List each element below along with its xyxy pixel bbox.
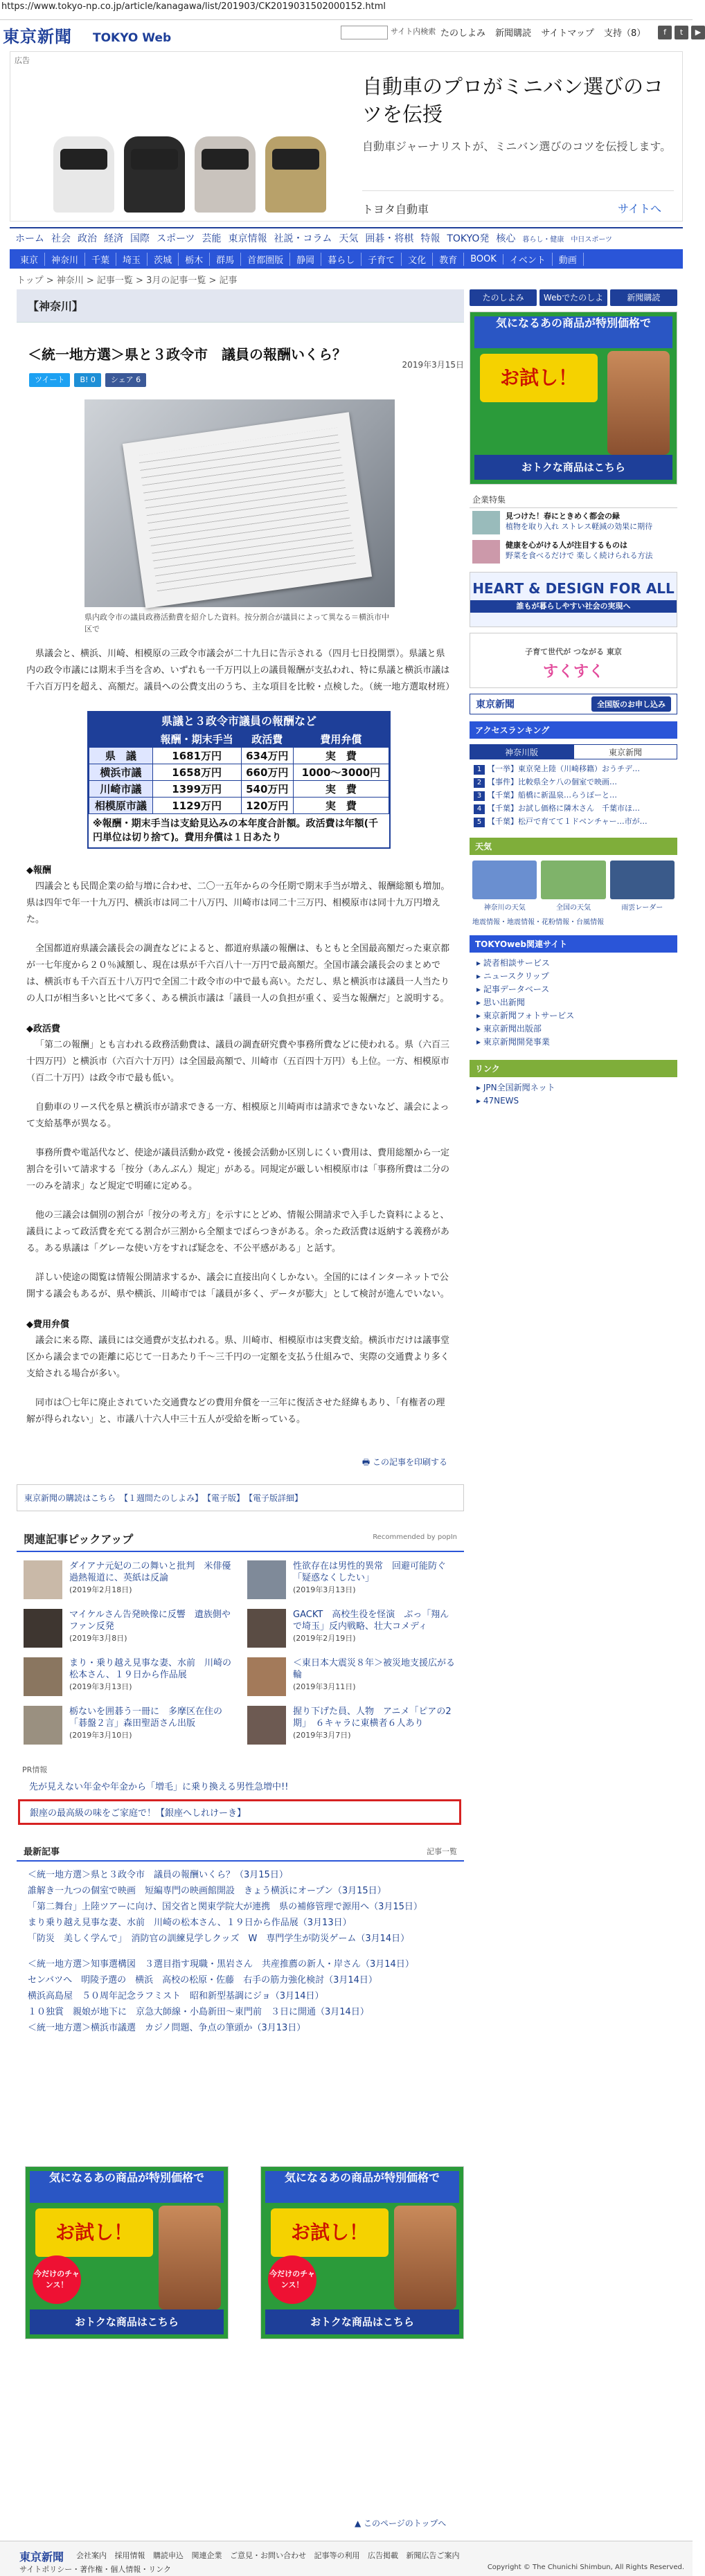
site-footer [0,2541,693,2576]
pickup-text: ダイアナ元妃の二の舞いと批判 米俳優過熱報道に、英紙は反論 [69,1561,231,1583]
side-ad[interactable] [470,312,677,485]
paragraph: 詳しい使途の閲覧は情報公開請求するか、議会に直接出向くしかない。全国的にはインターネットで公開する議会もあるが、県や横浜、川崎市では「議員が多く、データが膨大」として検討が進んでいない。 [26,1272,449,1299]
social-icons [658,26,705,39]
pickup-text: まり・乗り越え見事な妻、水前 川崎の松本さん、１９日から作品展 [69,1658,232,1680]
weather-label: 神奈川の天気 [483,904,526,912]
rank-number: 5 [474,818,485,827]
nav2-item[interactable]: 動画 [553,253,584,266]
pickup-text: 栃ないを囲碁う一冊に 多摩区在住の「碁盤２言」森田聖語さん出版 [69,1706,223,1729]
nav2-item[interactable]: 千葉 [85,253,116,266]
pickup-item[interactable] [247,1657,457,1699]
rank-number: 2 [474,778,485,788]
corp-item[interactable] [470,537,677,566]
table-note: ※報酬・期末手当は支給見込みの本年度合計額。政活費は年額(千円単位は切り捨て)。費用弁償は１日あたり [93,818,379,843]
ad-food-image [394,2206,456,2309]
weather-label: 雨雲レーダー [621,904,663,912]
pickup-item[interactable] [247,1706,457,1747]
nav-item[interactable]: 経済 [104,233,123,244]
latest-item[interactable]: 「第二舞台」上陸ツアーに向け、国交省と関東学院大が連携 県の補修管理で源用へ（3月15日） [28,1902,422,1912]
latest-header [17,1841,464,1862]
latest-item[interactable]: 「防災 美しく学んで」 消防官の訓練見学しクッズ W 専門学生が防災ゲーム（3月14日） [28,1934,410,1944]
corp-sub: 野菜を食べるだけで 楽しく続けられる方法 [506,551,653,560]
table-row [89,764,389,781]
pickup-item[interactable] [24,1609,233,1650]
latest-spacer [28,1947,453,1956]
pickup-title: 関連記事ピックアップ [24,1533,134,1546]
twitter-icon[interactable]: t [675,26,688,39]
ad-foot: おトクな商品はこちら [30,2309,224,2334]
nav-item[interactable]: 芸能 [202,233,222,244]
nav-item[interactable]: 核心 [496,233,516,244]
table-cell: 1681万円 [152,748,241,764]
secondary-nav [10,249,683,269]
share-buttons [17,373,464,387]
map-icon [541,861,605,899]
latest-item[interactable]: まり乗り越え見事な妻、水前 川崎の松本さん、１９日から作品展（3月13日） [28,1918,352,1928]
weather-link[interactable] [472,861,537,912]
external-link-label: JPN全国新聞ネット [483,1083,555,1092]
table-cell: 実 費 [293,781,389,798]
service-label: 東京新聞出版部 [483,1024,542,1034]
subheading-activity: ◆政活費 [26,1024,60,1034]
links-list [470,1077,677,1112]
nav2-item[interactable]: 埼玉 [116,253,148,266]
weather-label: 全国の天気 [555,904,591,912]
paragraph: 他の三議会は個別の割合が「按分の考え方」を示すにとどめ、情報公開請求で入手した資料によると、議員によって政活費を充てる割合が三割から全額までばらつきがある。余った政活費は返納する義務がある。ある県議は「グレーな使い方をすれば疑念を、不公平感がある」と話す。 [26,1210,449,1254]
ad-food-image [607,351,670,455]
bottom-ad[interactable] [25,2166,229,2339]
ad-headline: 自動車のプロがミニバン選びのコツを伝授 [362,75,664,126]
rank-number: 4 [474,804,485,814]
tweet-button[interactable]: ツイート [29,373,70,387]
bottom-ads [17,2166,464,2339]
services-list [470,953,677,1053]
pickup-thumbnail [247,1560,286,1599]
table-cell: 1000～3000円 [293,764,389,781]
table-cell: 634万円 [241,748,293,764]
breadcrumb[interactable]: トップ > 神奈川 > 記事一覧 > 3月の記事一覧 > 記事 [17,276,238,286]
ad-title: 気になるあの商品が特別価格で [474,316,672,348]
side-tab[interactable]: Webでたのしよ [539,289,607,306]
service-label: 思い出新聞 [483,998,525,1007]
corp-title: 健康を心がける人が注目するものは [506,541,627,550]
table-cell: 1658万円 [152,764,241,781]
nav-item[interactable]: 東京情報 [228,233,267,244]
ad-badge: 今だけのチャンス！ [33,2255,81,2304]
nav-item[interactable]: 天気 [339,233,359,244]
service-label: 読者相談サービス [483,958,550,968]
back-to-top-link[interactable]: ▲ このページのトップへ [355,2519,447,2528]
rank-number: 1 [474,765,485,775]
rank-number: 3 [474,791,485,801]
pickup-date: (2019年3月7日) [293,1731,351,1740]
table-header: 報酬・期末手当 [152,731,241,748]
external-link-label: 47NEWS [483,1096,519,1106]
nav2-item[interactable]: 首都圏版 [241,253,290,266]
ranking-item[interactable] [474,815,673,828]
table-header: 政活費 [241,731,293,748]
footer-link[interactable]: 広告掲載 [368,2551,398,2560]
external-link[interactable]: ▸ 47NEWS [476,1096,519,1106]
nav-item[interactable]: TOKYO発 [447,233,490,244]
table-cell: 540万円 [241,781,293,798]
footer-logo[interactable]: 東京新聞 [19,2550,64,2564]
side-tab[interactable]: たのしよみ [470,289,537,306]
subheading-expense: ◆費用弁償 [26,1319,69,1330]
ranking-heading: アクセスランキング [470,721,677,739]
banner1-title: HEART & DESIGN FOR ALL [472,580,675,597]
corp-title: 見つけた！春にときめく都会の緑 [506,512,620,521]
ad-foot: おトクな商品はこちら [474,455,672,480]
latest-list [17,1862,464,2042]
pickup-grid [17,1552,464,1756]
ranking-item[interactable] [474,802,673,815]
nav2-item[interactable]: 静岡 [290,253,321,266]
car-white [53,136,114,213]
facebook-share-button[interactable]: シェア 6 [105,373,146,387]
pr-link-highlighted[interactable]: 銀座の最高級の味をご家庭で！【銀座へしれけーき】 [18,1799,461,1825]
ranking-item[interactable] [474,762,673,775]
popin-credit[interactable]: Recommended by popIn [373,1533,457,1541]
table-cell: 1399万円 [152,781,241,798]
article-date: 2019年3月15日 [402,360,464,370]
car-gold [265,136,326,213]
article-intro: 県議会と、横浜、川崎、相模原の三政令市議会が二十九日に告示される（四月七日投開票）。県議と県内の政令市議には期末手当を含め、いずれも一千万円以上の議員報酬が支払われ、特に県議と横浜市議は千六百万円を超え、高額だ。議員への公費支出のうち、主な項目を比較・点検した。（統一地方選取材班） [26,649,455,692]
paragraph: 四議会とも民間企業の給与増に合わせ、二〇一五年からの今任期で期末手当が増え、報酬総額も増加。県は四年で年一十九万円、横浜市は同二十八万円、川崎市は同二十三万円、相模原市は同十九万円増えた。 [26,881,450,925]
service-link[interactable]: ▸ 思い出新聞 [476,998,525,1007]
sukusuku-banner[interactable] [470,633,677,688]
latest-title: 最新記事 [24,1847,60,1857]
footer-link[interactable]: 購読申込 [153,2551,184,2560]
ad-big-text: お試し！ [35,2208,153,2257]
rank-text: 【千葉】船橋に新温泉…らうぽーと… [488,791,617,800]
footer-link[interactable]: 関連企業 [191,2551,222,2560]
facebook-icon[interactable]: f [658,26,672,39]
footer-nav-secondary[interactable]: サイトポリシー・著作権・個人情報・リンク [19,2565,172,2574]
service-link[interactable]: ▸ 記事データベース [476,984,550,994]
nav2-item[interactable]: 子育て [362,253,402,266]
rank-text: 【千葉】松戸で育てて１ドベンチャー…市が… [488,817,648,826]
ad-brand: トヨタ自動車 [362,190,674,217]
nav-item[interactable]: 政治 [78,233,97,244]
service-label: ニュースクリップ [483,971,549,981]
pickup-thumbnail [247,1657,286,1696]
footer-link[interactable]: ご意見・お問い合わせ [230,2551,306,2560]
ranking-list [470,759,677,831]
footer-link[interactable]: 会社案内 [76,2551,107,2560]
table-cell: 実 費 [293,798,389,814]
pickup-thumbnail [24,1560,62,1599]
external-link[interactable]: ▸ JPN全国新聞ネット [476,1083,555,1092]
car-silver [195,136,256,213]
ad-big-text: お試し！ [271,2208,389,2257]
hatena-button[interactable]: B! 0 [74,373,100,387]
ad-title: 気になるあの商品が特別価格で [265,2171,459,2203]
weather-sub-links[interactable]: 地震情報・地震情報・花粉情報・台風情報 [472,919,604,926]
table-cell: 横浜市議 [89,764,153,781]
salary-table [89,730,389,814]
heart-design-banner[interactable] [470,572,677,627]
util-link-sitemap[interactable]: サイトマップ [541,28,594,39]
salary-table-box [87,711,391,849]
nav-item[interactable]: 国際 [130,233,150,244]
nav2-item[interactable]: 教育 [433,253,464,266]
logo-text: 東京新聞 [3,26,72,46]
ad-badge: 今だけのチャンス！ [268,2255,316,2304]
nav2-item[interactable]: 茨城 [148,253,179,266]
ranking-tab-kanagawa[interactable]: 神奈川版 [470,744,573,759]
table-row [89,748,389,764]
pickup-thumbnail [247,1609,286,1648]
pr-label: PR情報 [22,1765,48,1774]
banner3-button[interactable]: 全国版のお申し込み [591,696,671,712]
nav2-item[interactable]: 東京 [14,253,45,266]
ad-cars-image [53,81,330,213]
pickup-item[interactable] [24,1560,233,1602]
radar-icon [610,861,675,899]
ad-cta-link[interactable]: サイトへ [618,202,661,215]
nav-item[interactable]: 暮らし・健康 [522,235,564,244]
table-title: 県議と３政令市議員の報酬など [89,712,389,730]
nav-item[interactable]: 特報 [420,233,440,244]
table-header: 費用弁償 [293,731,389,748]
side-tabs [470,289,677,306]
nav2-item[interactable]: 文化 [402,253,433,266]
corp-thumbnail [472,511,500,534]
table-row [89,781,389,798]
weather-widgets [470,855,677,917]
corp-thumbnail [472,540,500,564]
print-link-label: この記事を印刷する [372,1457,447,1467]
print-link[interactable]: 🖶 この記事を印刷する [362,1457,447,1467]
nav2-item[interactable]: 群馬 [210,253,241,266]
pickup-date: (2019年2月18日) [69,1585,132,1594]
pickup-date: (2019年3月11日) [293,1682,356,1691]
table-header-row [89,731,389,748]
service-label: 東京新聞フォトサービス [483,1011,575,1020]
pickup-date: (2019年3月13日) [293,1585,356,1594]
util-link-tanoshiyomi[interactable]: たのしよみ [440,28,486,39]
service-label: 記事データベース [483,984,550,994]
ad-foot: おトクな商品はこちら [265,2309,459,2334]
paragraph: 事務所費や電話代など、使途が議員活動か政党・後援会活動か区別しにくい費用は、費用総額から一定割合を引いて請求する「按分（あんぶん）規定」がある。同規定が厳しい相模原市は「事務所費は二分の一のみを請求」など規定で明確に定める。 [26,1148,450,1191]
nav2-item[interactable]: BOOK [464,254,503,264]
pickup-text: 握り下げた員、人物 アニメ「ピアの2期」 ６キャラに東横者６人あり [293,1706,452,1729]
nav-item[interactable]: 社会 [51,233,71,244]
pickup-item[interactable] [24,1657,233,1699]
bottom-ad[interactable] [260,2166,464,2339]
service-link[interactable]: ▸ ニュースクリップ [476,971,549,981]
banner2-small: 子育て世代が つながる 東京 [525,647,622,656]
nav-item[interactable]: 中日スポーツ [571,235,612,244]
logo-sub: TOKYO Web [93,31,172,45]
pr-link[interactable]: 先が見えない年金や年金から「増毛」に乗り換える男性急増中!! [29,1782,289,1792]
weather-link[interactable] [541,861,605,912]
ad-food-image [159,2206,221,2309]
table-cell: 相模原市議 [89,798,153,814]
ad-title: 気になるあの商品が特別価格で [30,2171,224,2203]
util-link-support[interactable]: 支持（8） [604,28,646,39]
latest-item[interactable]: ＜統一地方選＞県と３政令市 議員の報酬いくら？（3月15日） [28,1870,288,1880]
latest-item[interactable]: 誰解き一九つの個室で映画 短編専門の映画館開設 きょう横浜にオープン（3月15日） [28,1886,386,1896]
service-link[interactable]: ▸ 読者相談サービス [476,958,550,968]
banner2-title: すくすく [542,663,604,681]
ranking-tabs [470,744,677,759]
pickup-date: (2019年2月19日) [293,1634,356,1643]
rank-text: 【千葉】お試し価格に隣木さん 千葉市ほ… [488,804,640,813]
site-search-input[interactable] [341,26,388,39]
ranking-tab-tokyo[interactable]: 東京新聞 [573,744,677,759]
table-header [89,731,153,748]
subscription-links[interactable]: 東京新聞の購読はこちら 【１週間たのしよみ】 【電子版】 【電子版詳細】 [17,1484,464,1511]
table-cell: 1129万円 [152,798,241,814]
table-cell: 県 議 [89,748,153,764]
url-bar: https://www.tokyo-np.co.jp/article/kanagawa/list/201903/CK2019031502000152.html [1,1,386,12]
footer-link[interactable]: 記事等の利用 [314,2551,360,2560]
table-cell: 120万円 [241,798,293,814]
sidebar [470,289,677,1112]
service-link[interactable]: ▸ 東京新聞出版部 [476,1024,542,1034]
copyright: Copyright © The Chunichi Shimbun, All Rights Reserved. [487,2564,684,2571]
ad-subtext: 自動車ジャーナリストが、ミニバン選びのコツを伝授します。 [362,140,672,153]
nav-item[interactable]: 囲碁・将棋 [365,233,414,244]
pickup-text: マイケルさん告発映像に反響 遺族側や ファン反発 [69,1610,231,1632]
ranking-item[interactable] [474,775,673,789]
utility-links [440,26,652,39]
pickup-item[interactable] [24,1706,233,1747]
pickup-text: ＜東日本大震災８年＞被災地支援広がる輪 [293,1658,456,1680]
nav-item[interactable]: ホーム [15,233,44,244]
paragraph: 全国都道府県議会議長会の調査などによると、都道府県議の報酬は、もともと全国最高額だった東京都が一七年度から２０％減額し、現在は県が千六百八十一万円で最高額だ。全国市議会議長会のまとめでは、横浜市も千六百五十八万円で全国二十政令市の中で最も高い。ただし、県と横浜市は議員一人当たりの人口が相当多いと比べて多く、ある横浜市議は「議員一人の負担が重く、妥当な報酬だ」と説明する。 [26,944,450,1004]
service-label: 東京新聞開発事業 [483,1037,550,1047]
latest-item[interactable]: ＜統一地方選＞横浜市議選 カジノ問題、争点の筆頭か（3月13日） [28,2023,306,2033]
paragraph: 議会に来る際、議員には交通費が支払われる。県、川崎市、相模原市は実費支給。横浜市だけは議事堂区から議会までの距離に応じて一日あたり千～三千円の一定額を支払う仕組みで、実際の交通費より多く支給される場合が多い。 [26,1335,450,1379]
pickup-date: (2019年3月13日) [69,1682,132,1691]
car-black [124,136,185,213]
site-header [0,19,702,48]
pickup-thumbnail [24,1609,62,1648]
top-banner-ad[interactable] [10,51,683,222]
latest-item[interactable]: センバツへ 明陵予選の 横浜 高校の松原・佐藤 右手の筋力強化検討（3月14日） [28,1975,377,1985]
photo-document [123,412,372,609]
rank-text: 【一挙】東京発上陸（川崎移籍）おうチデ… [488,764,640,773]
pickup-thumbnail [24,1657,62,1696]
paragraph: 同市は〇七年に廃止されていた交通費などの費用弁償を一三年に復活させた経緯もあり、「有権者の理解が得られない」と、市議八十六人中三十五人が受給を断っている。 [26,1398,445,1425]
footer-link[interactable]: 採用情報 [114,2551,145,2560]
latest-item[interactable]: １０独賞 親娘が地下に 京急大師線・小島新田～東門前 ３日に開通（3月14日） [28,2007,369,2017]
pickup-text: 性欲存在は男性的異常 回避可能防ぐ「疑惑なくしたい」 [293,1561,447,1583]
section-title: 【神奈川】 [17,289,464,323]
pickup-thumbnail [247,1706,286,1745]
side-tab[interactable]: 新聞購読 [610,289,677,306]
weather-link[interactable] [610,861,675,912]
corp-item[interactable] [470,508,677,537]
article-title: ＜統一地方選＞県と３政令市 議員の報酬いくら？ [28,346,346,363]
nav-item[interactable]: 社説・コラム [274,233,332,244]
footer-nav [76,2550,465,2561]
nav2-item[interactable]: 暮らし [321,253,362,266]
paragraph: 「第二の報酬」とも言われる政務活動費は、議員の調査研究費や事務所費などに使われる。県（六百三十四万円）と横浜市（六百六十万円）は全国最高額で、川崎市（五百四十万円）も上位。一方、相模原市（百二十万円）は政令市で最も低い。 [26,1040,450,1083]
primary-nav [10,227,683,248]
nav2-item[interactable]: 栃木 [179,253,210,266]
subheading-reward: ◆報酬 [26,865,51,876]
youtube-icon[interactable]: ▶ [691,26,705,39]
footer-link[interactable]: 新聞広告ご案内 [406,2551,460,2560]
pickup-text: GACKT 高校生役を怪演 ぶっ「翔んで埼玉」反内戦略、壮大コメディ [293,1610,449,1632]
pickup-item[interactable] [247,1609,457,1650]
weather-heading: 天気 [470,838,677,855]
back-to-top-label: このページのトップへ [364,2519,447,2528]
banner1-sub: 誰もが暮らしやすい社会の実現へ [470,600,677,613]
latest-item[interactable]: ＜統一地方選＞知事選構図 ３選目指す現職・黒岩さん 共産推薦の新人・岸さん（3月14日） [28,1959,414,1970]
corp-sub: 植物を取り入れ ストレス軽減の効果に期待 [506,522,653,531]
article-photo [84,399,395,607]
photo-caption: 県内政令市の議員政務活動費を紹介した資料。按分割合が議員によって異なる＝横浜市中区で [84,613,389,633]
site-search-button[interactable]: サイト内検索 [391,27,436,36]
rank-text: 【事件】比較県全ケ八の個室で映画… [488,777,617,786]
services-heading: TOKYOweb関連サイト [470,935,677,953]
service-link[interactable]: ▸ 東京新聞開発事業 [476,1037,550,1047]
links-heading: リンク [470,1060,677,1077]
table-cell: 660万円 [241,764,293,781]
service-link[interactable]: ▸ 東京新聞フォトサービス [476,1011,575,1020]
site-logo[interactable] [3,23,172,46]
pickup-date: (2019年3月8日) [69,1634,127,1643]
ad-label: 広告 [15,56,30,65]
pickup-item[interactable] [247,1560,457,1602]
pickup-thumbnail [24,1706,62,1745]
nav-item[interactable]: スポーツ [157,233,195,244]
nav2-item[interactable]: 神奈川 [45,253,85,266]
pickup-header [17,1526,464,1552]
tokyo-shimbun-banner[interactable] [470,694,677,714]
nav2-item[interactable]: イベント [503,253,553,266]
corp-heading: 企業特集 [470,492,677,508]
pickup-date: (2019年3月10日) [69,1731,132,1740]
weather-icon [472,861,537,899]
ranking-item[interactable] [474,789,673,802]
table-cell: 実 費 [293,748,389,764]
table-row [89,798,389,814]
latest-item[interactable]: 横浜高島屋 ５０周年記念ラフミスト 昭和新型基調にジョ（3月14日） [28,1991,324,2001]
paragraph: 自動車のリース代を県と横浜市が請求できる一方、相模原と川崎両市は請求できないなど、議会によって支給基準が異なる。 [26,1102,449,1129]
all-articles-link[interactable]: 記事一覧 [427,1847,457,1856]
util-link-subscribe[interactable]: 新聞購読 [495,28,532,39]
banner3-logo: 東京新聞 [476,699,515,710]
ad-big-text: お試し！ [480,354,598,402]
main-column [17,289,464,2339]
table-cell: 川崎市議 [89,781,153,798]
